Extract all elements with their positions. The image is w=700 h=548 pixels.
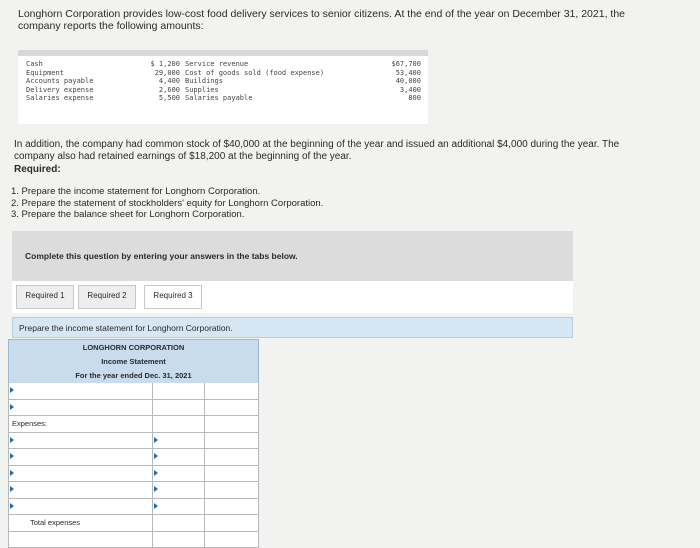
label-input[interactable] (9, 383, 153, 399)
dropdown-marker-icon (10, 404, 14, 410)
dropdown-marker-icon (154, 486, 158, 492)
account-name: Equipment (26, 69, 93, 78)
company-name: LONGHORN CORPORATION (9, 343, 258, 352)
required-item: 2. Prepare the statement of stockholders' equity for Longhorn Corporation. (11, 198, 323, 210)
statement-header-box (8, 339, 259, 385)
amount-input[interactable] (205, 400, 260, 416)
label-input[interactable] (9, 449, 153, 465)
total-expenses-label: Total expenses (30, 518, 80, 527)
amount-input[interactable] (153, 400, 205, 416)
amount-input[interactable] (153, 466, 205, 482)
account-amount: $67,700 (373, 60, 421, 69)
dropdown-marker-icon (154, 503, 158, 509)
amount-input[interactable] (205, 416, 260, 432)
statement-title: Income Statement (9, 357, 258, 366)
dropdown-marker-icon (10, 453, 14, 459)
table-row (8, 416, 259, 433)
amount-input[interactable] (205, 466, 260, 482)
additional-info: In addition, the company had common stock of $40,000 at the beginning of the year and issued an additional $4,000 during the year. The company also had retained earnings of $18,200 at the beginning of the year. (14, 139, 654, 162)
dropdown-marker-icon (154, 470, 158, 476)
tab-required-2[interactable]: Required 2 (78, 285, 136, 309)
dropdown-marker-icon (154, 453, 158, 459)
instruction-panel (12, 231, 573, 281)
tab-bar (12, 281, 573, 313)
account-amount: 2,600 (146, 86, 180, 95)
required-list (11, 186, 323, 221)
tab-prompt: Prepare the income statement for Longhorn Corporation. (19, 323, 233, 333)
amount-input[interactable] (205, 515, 260, 531)
amounts-table (18, 50, 428, 124)
statement-period: For the year ended Dec. 31, 2021 (9, 371, 258, 380)
table-row (8, 433, 259, 450)
label-input[interactable] (9, 433, 153, 449)
dropdown-marker-icon (10, 486, 14, 492)
amount-input[interactable] (153, 482, 205, 498)
account-amount: $ 1,200 (146, 60, 180, 69)
panel-instruction: Complete this question by entering your answers in the tabs below. (25, 251, 298, 261)
amount-input[interactable] (153, 532, 205, 548)
amount-input[interactable] (153, 499, 205, 515)
account-name: Delivery expense (26, 86, 93, 95)
label-input[interactable] (9, 482, 153, 498)
table-row (8, 532, 259, 548)
account-name: Salaries payable (185, 94, 324, 103)
dropdown-marker-icon (10, 387, 14, 393)
label-input[interactable] (9, 499, 153, 515)
account-amount: 3,400 (373, 86, 421, 95)
amount-input[interactable] (153, 433, 205, 449)
required-heading: Required: (14, 164, 61, 175)
statement-header (8, 339, 259, 385)
required-item: 1. Prepare the income statement for Longhorn Corporation. (11, 186, 323, 198)
income-statement-grid (8, 383, 259, 548)
table-row (8, 482, 259, 499)
expenses-label-cell (9, 416, 153, 432)
amount-input[interactable] (153, 515, 205, 531)
account-name: Cost of goods sold (food expense) (185, 69, 324, 78)
account-amounts-col4 (373, 60, 421, 103)
amount-input[interactable] (205, 433, 260, 449)
account-amount: 4,400 (146, 77, 180, 86)
amount-input[interactable] (153, 383, 205, 399)
account-name: Buildings (185, 77, 324, 86)
table-row (8, 383, 259, 400)
table-row (8, 515, 259, 532)
required-item: 3. Prepare the balance sheet for Longhorn Corporation. (11, 209, 323, 221)
table-row (8, 400, 259, 417)
account-amount: 5,500 (146, 94, 180, 103)
amount-input[interactable] (153, 449, 205, 465)
expenses-label: Expenses: (12, 419, 47, 428)
account-names-col1 (26, 60, 93, 103)
label-input[interactable] (9, 400, 153, 416)
table-row (8, 499, 259, 516)
table-row (8, 466, 259, 483)
total-expenses-cell (9, 515, 153, 531)
account-name: Cash (26, 60, 93, 69)
dropdown-marker-icon (10, 503, 14, 509)
tab-required-1[interactable]: Required 1 (16, 285, 74, 309)
account-name: Supplies (185, 86, 324, 95)
account-name: Salaries expense (26, 94, 93, 103)
tab-required-3[interactable]: Required 3 (144, 285, 202, 309)
account-amount: 29,000 (146, 69, 180, 78)
tab-prompt-bar (12, 317, 573, 338)
amount-input[interactable] (205, 482, 260, 498)
account-amount: 800 (373, 94, 421, 103)
amount-input[interactable] (153, 416, 205, 432)
account-name: Accounts payable (26, 77, 93, 86)
account-amounts-col2 (146, 60, 180, 103)
problem-intro: Longhorn Corporation provides low-cost food delivery services to senior citizens. At the end of the year on December 31, 2021, the company reports the following amounts: (18, 8, 658, 32)
account-name: Service revenue (185, 60, 324, 69)
amount-input[interactable] (205, 499, 260, 515)
dropdown-marker-icon (10, 437, 14, 443)
label-input[interactable] (9, 532, 153, 548)
dropdown-marker-icon (154, 437, 158, 443)
amount-input[interactable] (205, 449, 260, 465)
account-names-col3 (185, 60, 324, 103)
table-row (8, 449, 259, 466)
account-amount: 53,400 (373, 69, 421, 78)
label-input[interactable] (9, 466, 153, 482)
amount-input[interactable] (205, 383, 260, 399)
amount-input[interactable] (205, 532, 260, 548)
account-amount: 40,000 (373, 77, 421, 86)
dropdown-marker-icon (10, 470, 14, 476)
